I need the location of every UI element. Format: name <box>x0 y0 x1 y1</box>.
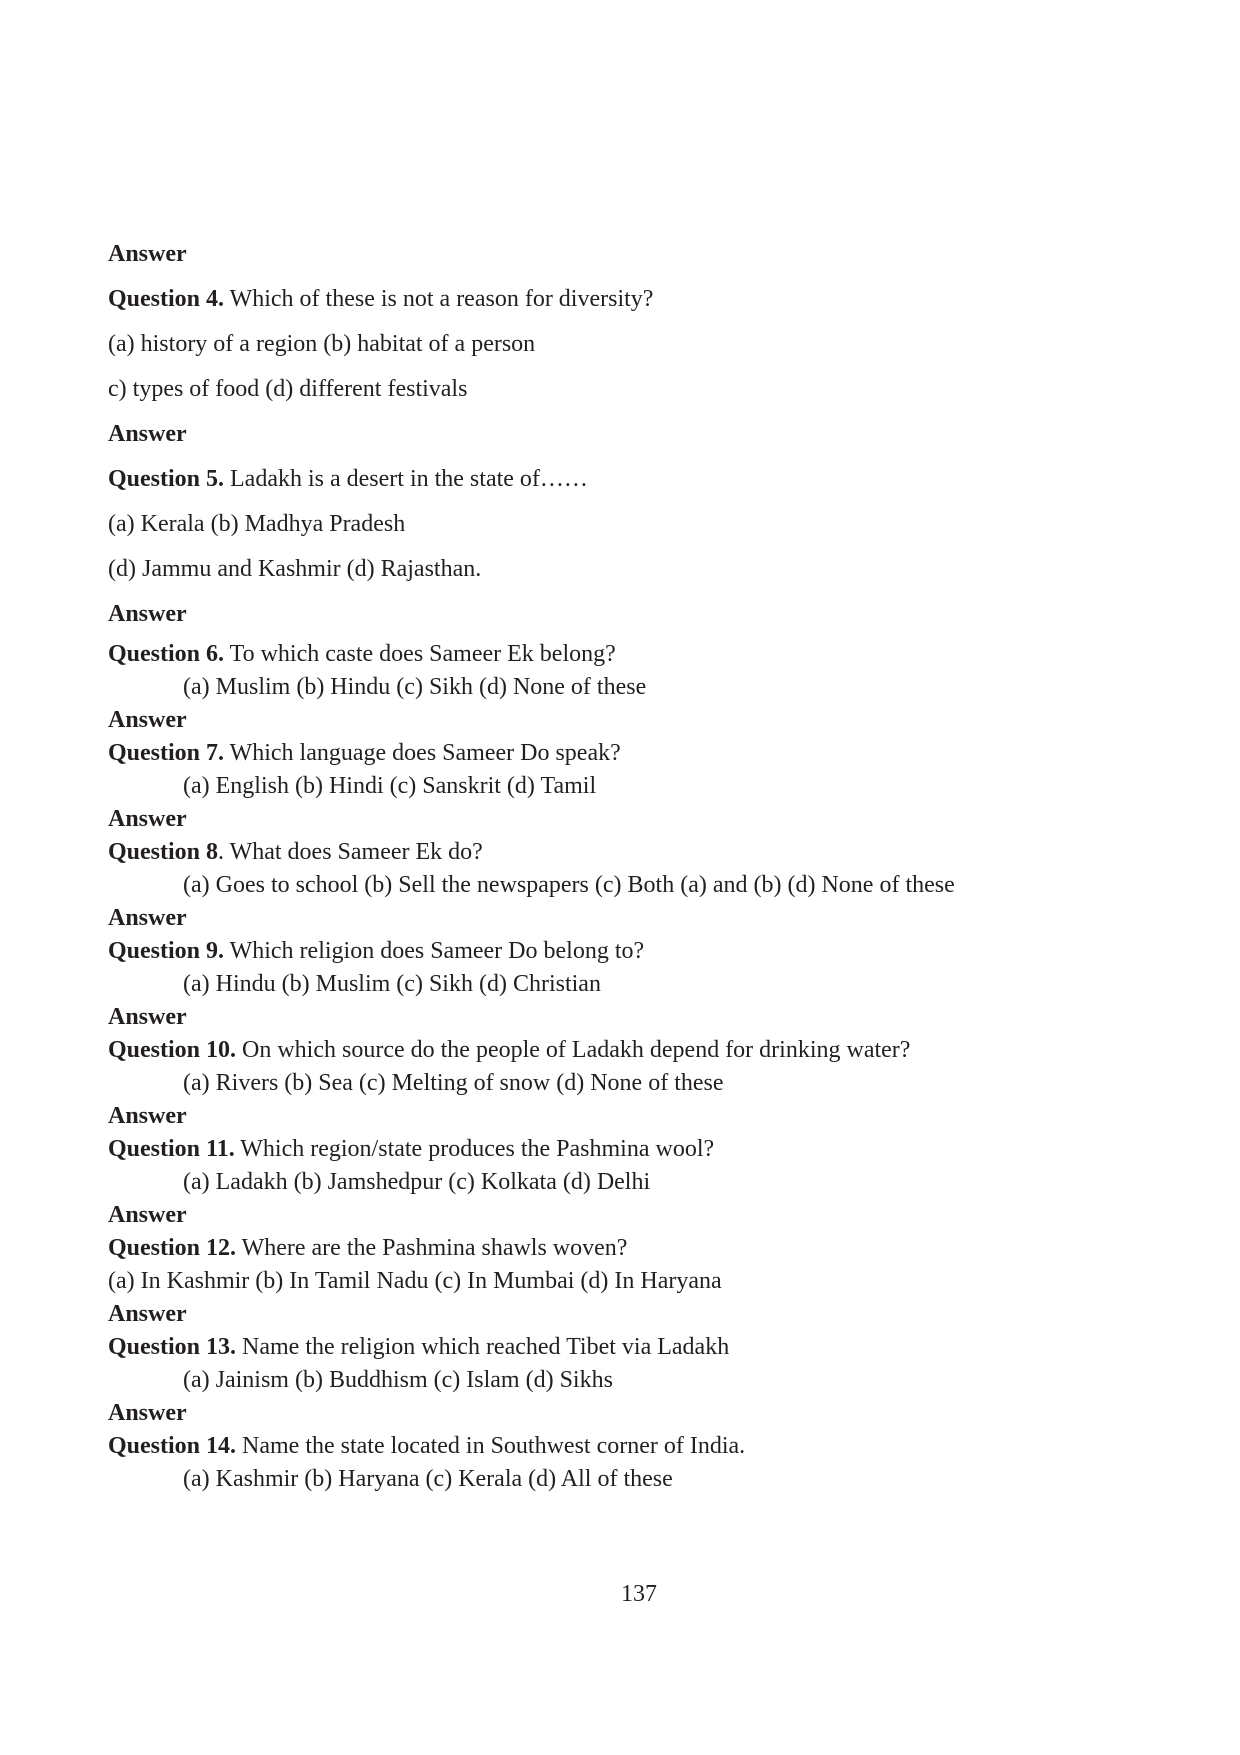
question-label: Question 6. <box>108 641 225 667</box>
question-label: Question 11. <box>108 1136 235 1162</box>
question-13 <box>108 1333 729 1361</box>
question-label: Question 12. <box>108 1235 237 1261</box>
question-label: Question 14. <box>108 1433 237 1459</box>
question-text: Which of these is not a reason for diversity? <box>224 286 654 312</box>
answer-label: Answer <box>108 1400 187 1426</box>
question-label: Question 9. <box>108 938 225 964</box>
question-text: Which region/state produces the Pashmina wool? <box>234 1136 715 1162</box>
question-text: Where are the Pashmina shawls woven? <box>236 1235 628 1261</box>
question-label: Question 4. <box>108 286 225 312</box>
question-label: Question 13. <box>108 1334 237 1360</box>
question-text: Ladakh is a desert in the state of…… <box>224 466 588 492</box>
question-6 <box>108 640 616 668</box>
question-14-options: (a) Kashmir (b) Haryana (c) Kerala (d) All of these <box>183 1466 673 1492</box>
question-11 <box>108 1135 714 1163</box>
question-9-options: (a) Hindu (b) Muslim (c) Sikh (d) Christian <box>183 971 601 997</box>
answer-label: Answer <box>108 1103 187 1129</box>
question-label: Question 5. <box>108 466 225 492</box>
answer-label: Answer <box>108 905 187 931</box>
question-text: To which caste does Sameer Ek belong? <box>224 641 616 667</box>
question-text: Name the state located in Southwest corner of India. <box>236 1433 746 1459</box>
question-9 <box>108 937 644 965</box>
question-label: Question 10. <box>108 1037 237 1063</box>
question-5-options-2: (d) Jammu and Kashmir (d) Rajasthan. <box>108 556 482 582</box>
question-4-options-2: c) types of food (d) different festivals <box>108 376 468 402</box>
answer-label: Answer <box>108 1202 187 1228</box>
question-text: Name the religion which reached Tibet via Ladakh <box>236 1334 730 1360</box>
question-text: Which religion does Sameer Do belong to? <box>224 938 645 964</box>
question-7-options: (a) English (b) Hindi (c) Sanskrit (d) Tamil <box>183 773 597 799</box>
question-7 <box>108 739 621 767</box>
page-number: 137 <box>621 1581 657 1607</box>
question-11-options: (a) Ladakh (b) Jamshedpur (c) Kolkata (d) Delhi <box>183 1169 651 1195</box>
answer-label: Answer <box>108 806 187 832</box>
question-13-options: (a) Jainism (b) Buddhism (c) Islam (d) Sikhs <box>183 1367 613 1393</box>
question-10-options: (a) Rivers (b) Sea (c) Melting of snow (d) None of these <box>183 1070 724 1096</box>
question-8 <box>108 838 483 866</box>
question-10 <box>108 1036 910 1064</box>
question-4-options-1: (a) history of a region (b) habitat of a person <box>108 331 536 357</box>
question-text: . What does Sameer Ek do? <box>218 839 483 865</box>
question-label: Question 7. <box>108 740 225 766</box>
answer-label: Answer <box>108 241 187 267</box>
question-12-options: (a) In Kashmir (b) In Tamil Nadu (c) In Mumbai (d) In Haryana <box>108 1268 722 1294</box>
question-4 <box>108 285 653 313</box>
question-5-options-1: (a) Kerala (b) Madhya Pradesh <box>108 511 406 537</box>
question-label: Question 8 <box>108 839 219 865</box>
answer-label: Answer <box>108 601 187 627</box>
answer-label: Answer <box>108 1004 187 1030</box>
question-12 <box>108 1234 627 1262</box>
question-8-options: (a) Goes to school (b) Sell the newspapers (c) Both (a) and (b) (d) None of these <box>183 872 955 898</box>
answer-label: Answer <box>108 1301 187 1327</box>
question-14 <box>108 1432 745 1460</box>
question-5 <box>108 465 588 493</box>
question-text: On which source do the people of Ladakh depend for drinking water? <box>236 1037 911 1063</box>
answer-label: Answer <box>108 421 187 447</box>
question-6-options: (a) Muslim (b) Hindu (c) Sikh (d) None of these <box>183 674 647 700</box>
answer-label: Answer <box>108 707 187 733</box>
question-text: Which language does Sameer Do speak? <box>224 740 621 766</box>
